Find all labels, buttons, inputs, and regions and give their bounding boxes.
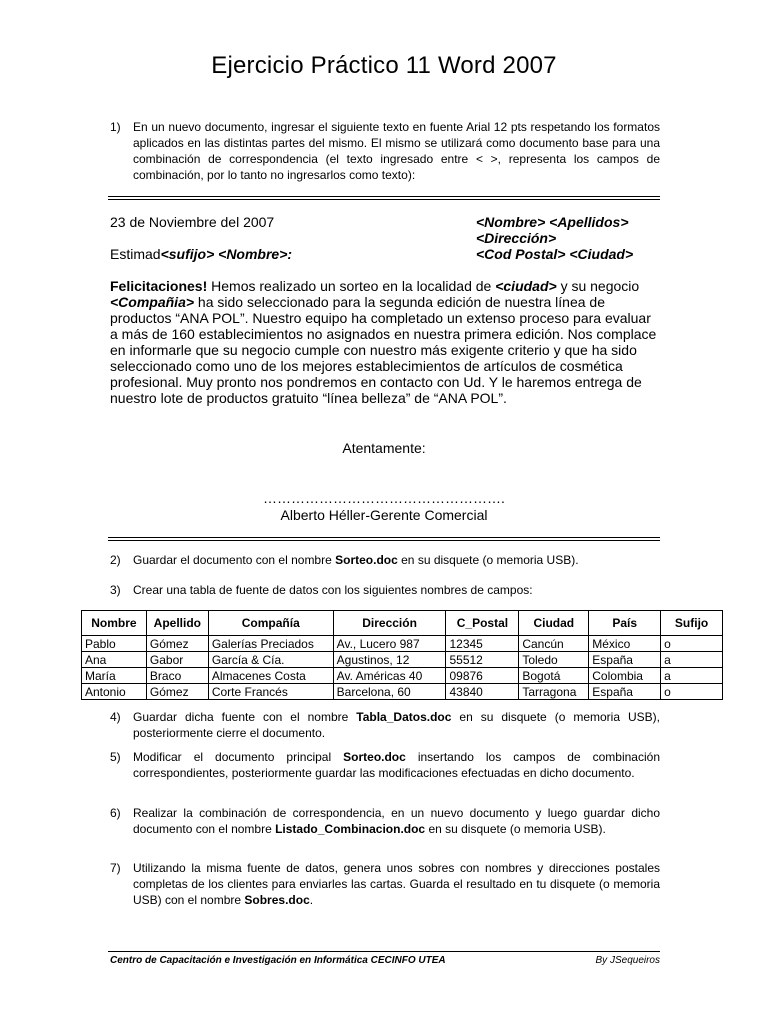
filename: Sorteo.doc xyxy=(343,750,406,764)
table-cell: Gómez xyxy=(146,684,208,700)
footer-author: By JSequeiros xyxy=(595,955,660,966)
header-nombre: Nombre xyxy=(82,611,147,636)
table-cell: Av. Américas 40 xyxy=(333,668,446,684)
table-cell: 55512 xyxy=(446,652,519,668)
signature-name: Alberto Héller-Gerente Comercial xyxy=(280,507,488,523)
header-apellido: Apellido xyxy=(146,611,208,636)
step-number: 5) xyxy=(110,750,121,764)
table-cell: Tarragona xyxy=(519,684,589,700)
filename: Listado_Combinacion.doc xyxy=(275,822,426,836)
salutation-fields: <sufijo> <Nombre>: xyxy=(160,246,293,262)
step-4 xyxy=(110,709,660,741)
letter-field-name: <Nombre> <Apellidos> xyxy=(476,214,629,230)
step-number: 6) xyxy=(110,806,121,820)
step-1 xyxy=(110,119,660,183)
table-cell: Colombia xyxy=(589,668,661,684)
filename: Tabla_Datos.doc xyxy=(356,710,452,724)
footer-rule xyxy=(108,951,660,952)
body-text-c: ha sido seleccionado para la segunda edición de nuestra línea de productos “ANA POL”. Nuestro equipo ha completado un extenso proceso para evaluar a más de 160 establecimientos no asignados en nuestra primera edición. Nos complace en informarle que su negocio cumple con nuestro más exigente criterio y que ha sido seleccionado como uno de los mejores establecimientos de artículos de cosmética profesional. Muy pronto nos pondremos en contacto con Ud. Y le haremos entrega de nuestro lote de productos gratuito “línea belleza” de “ANA POL”. xyxy=(110,294,657,406)
table-cell: María xyxy=(82,668,147,684)
step-text: en su disquete (o memoria USB). xyxy=(397,553,579,567)
table-cell: Agustinos, 12 xyxy=(333,652,446,668)
table-row xyxy=(82,652,723,668)
table-cell: Corte Francés xyxy=(208,684,333,700)
table-cell: Pablo xyxy=(82,636,147,652)
table-cell: Braco xyxy=(146,668,208,684)
step-3 xyxy=(110,582,660,598)
step-text: insertando los campos de combinación correspondientes, posteriormente guardar las modificaciones efectuadas en dicho documento. xyxy=(133,750,660,780)
header-ciudad: Ciudad xyxy=(519,611,589,636)
table-cell: Gómez xyxy=(146,636,208,652)
salutation-prefix: Estimad xyxy=(110,246,161,262)
letter-bottom-rule xyxy=(108,537,660,541)
letter-field-postal-city: <Cod Postal> <Ciudad> xyxy=(476,246,634,262)
table-row xyxy=(82,668,723,684)
step-number: 4) xyxy=(110,710,121,724)
table-cell: 43840 xyxy=(446,684,519,700)
step-text: Utilizando la misma fuente de datos, genera unos sobres con nombres y direcciones postales completas de los clientes para enviarles las cartas. Guarda el resultado en tu disquete (o memoria USB) con el nombre xyxy=(133,861,660,907)
filename: Sobres.doc xyxy=(244,893,310,907)
step-text: en su disquete (o memoria USB). xyxy=(425,822,606,836)
table-header-row xyxy=(82,611,723,636)
step-7 xyxy=(110,860,660,908)
step-6 xyxy=(110,805,660,837)
table-cell: García & Cía. xyxy=(208,652,333,668)
footer-institution: Centro de Capacitación e Investigación en Informática CECINFO UTEA xyxy=(110,955,446,966)
table-cell: Galerías Preciados xyxy=(208,636,333,652)
table-row xyxy=(82,636,723,652)
table-cell: México xyxy=(589,636,661,652)
table-cell: 12345 xyxy=(446,636,519,652)
letter-body xyxy=(110,278,660,406)
header-pais: País xyxy=(589,611,661,636)
header-sufijo: Sufijo xyxy=(661,611,723,636)
filename: Sorteo.doc xyxy=(335,553,398,567)
table-cell: Cancún xyxy=(519,636,589,652)
table-cell: Gabor xyxy=(146,652,208,668)
document-title: Ejercicio Práctico 11 Word 2007 xyxy=(211,52,557,79)
step-text: Guardar el documento con el nombre xyxy=(133,553,336,567)
data-source-table xyxy=(81,610,723,700)
step-number: 3) xyxy=(110,583,121,597)
step-text: En un nuevo documento, ingresar el siguiente texto en fuente Arial 12 pts respetando los formatos aplicados en las distintas partes del mismo. El mismo se utilizará como documento base para una combinación de correspondencia (el texto ingresado entre < >, representa los campos de combinación, por lo tanto no ingresarlos como texto): xyxy=(133,120,660,182)
step-text: Crear una tabla de fuente de datos con los siguientes nombres de campos: xyxy=(133,583,533,597)
step-text: en su disquete (o memoria USB), posteriormente cierre el documento. xyxy=(133,710,660,740)
table-cell: Antonio xyxy=(82,684,147,700)
step-text: Guardar dicha fuente con el nombre xyxy=(133,710,357,724)
step-2 xyxy=(110,552,660,568)
table-cell: a xyxy=(661,668,723,684)
field-ciudad: <ciudad> xyxy=(495,278,557,294)
step-number: 7) xyxy=(110,861,121,875)
header-compania: Compañía xyxy=(208,611,333,636)
table-cell: o xyxy=(661,636,723,652)
step-text: . xyxy=(309,893,314,907)
body-text-a: Hemos realizado un sorteo en la localidad de xyxy=(207,278,496,294)
table-cell: España xyxy=(589,652,661,668)
signature-dots: ……………………………………………. xyxy=(263,490,505,506)
table-cell: España xyxy=(589,684,661,700)
table-cell: Toledo xyxy=(519,652,589,668)
step-5 xyxy=(110,749,660,781)
letter-top-rule xyxy=(108,196,660,200)
table-cell: Ana xyxy=(82,652,147,668)
field-compania: <Compañia> xyxy=(110,294,195,310)
table-cell: 09876 xyxy=(446,668,519,684)
table-cell: Barcelona, 60 xyxy=(333,684,446,700)
header-direccion: Dirección xyxy=(333,611,446,636)
table-cell: o xyxy=(661,684,723,700)
table-cell: Av., Lucero 987 xyxy=(333,636,446,652)
step-text: Realizar la combinación de correspondencia, en un nuevo documento y luego guardar dicho documento con el nombre xyxy=(133,806,660,836)
step-number: 1) xyxy=(110,120,121,134)
table-cell: Almacenes Costa xyxy=(208,668,333,684)
letter-field-address: <Dirección> xyxy=(476,230,557,246)
table-row xyxy=(82,684,723,700)
table-cell: a xyxy=(661,652,723,668)
step-text: Modificar el documento principal xyxy=(133,750,344,764)
header-cpostal: C_Postal xyxy=(446,611,519,636)
letter-date: 23 de Noviembre del 2007 xyxy=(110,214,275,230)
step-number: 2) xyxy=(110,553,121,567)
table-cell: Bogotá xyxy=(519,668,589,684)
body-bold-opening: Felicitaciones! xyxy=(110,278,208,294)
letter-closing: Atentamente: xyxy=(342,440,426,456)
body-text-b: y su negocio xyxy=(556,278,640,294)
